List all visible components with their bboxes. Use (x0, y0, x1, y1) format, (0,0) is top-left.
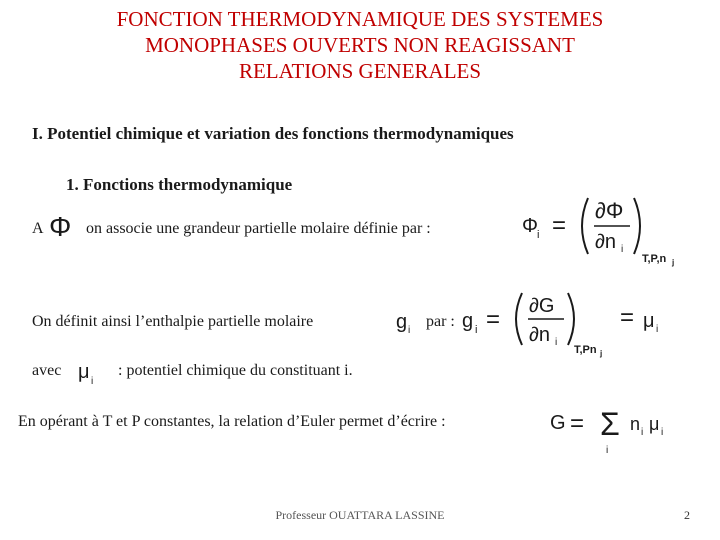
line-a-text: on associe une grandeur partielle molaire définie par : (86, 220, 431, 237)
svg-text:Φ: Φ (49, 211, 72, 242)
formula-euler (548, 397, 678, 459)
line-b-par: par : (426, 313, 455, 330)
line-c-prefix: avec (32, 362, 62, 379)
svg-text:n: n (630, 414, 641, 434)
svg-text:i: i (661, 427, 664, 438)
svg-text:i: i (656, 324, 659, 335)
svg-text:=: = (486, 306, 501, 333)
svg-text:j: j (600, 349, 603, 358)
title-line-1: FONCTION THERMODYNAMIQUE DES SYSTEMES (116, 7, 604, 31)
svg-text:∂n: ∂n (529, 324, 551, 346)
subsection-heading: 1. Fonctions thermodynamique (66, 175, 293, 194)
svg-text:i: i (537, 229, 540, 241)
svg-text:∂n: ∂n (595, 231, 617, 253)
svg-text:T,P,n: T,P,n (642, 253, 667, 265)
footer-author: Professeur OUATTARA LASSINE (275, 508, 445, 522)
svg-text:i: i (408, 325, 411, 336)
line-a-prefix: A (32, 220, 44, 237)
svg-text:g: g (462, 310, 474, 332)
svg-text:T,Pn: T,Pn (574, 344, 597, 356)
svg-text:∂Φ: ∂Φ (595, 198, 624, 223)
svg-text:G: G (550, 412, 566, 434)
line-b-text: On définit ainsi l’enthalpie partielle molaire (32, 313, 314, 330)
mu-i-symbol (76, 358, 104, 388)
svg-text:i: i (555, 337, 558, 348)
svg-text:i: i (91, 376, 94, 387)
svg-text:Φ: Φ (522, 215, 538, 237)
line-c-text: : potentiel chimique du constituant i. (118, 362, 353, 379)
svg-text:g: g (396, 311, 408, 333)
svg-text:Σ: Σ (600, 406, 620, 442)
svg-text:=: = (552, 212, 567, 239)
svg-text:∂G: ∂G (529, 295, 555, 317)
svg-text:i: i (621, 244, 624, 255)
formula-g-partial (460, 285, 675, 360)
section-heading: I. Potentiel chimique et variation des fonctions thermodynamiques (32, 124, 514, 143)
svg-text:i: i (641, 427, 644, 438)
title-line-3: RELATIONS GENERALES (238, 59, 482, 83)
svg-text:=: = (570, 410, 585, 437)
svg-text:μ: μ (78, 361, 90, 383)
svg-text:i: i (475, 324, 478, 336)
svg-text:μ: μ (643, 310, 655, 332)
g-i-symbol (394, 308, 420, 336)
slide-title (0, 6, 720, 84)
svg-text:μ: μ (649, 414, 660, 434)
formula-phi-partial (520, 188, 695, 268)
title-line-2: MONOPHASES OUVERTS NON REAGISSANT (145, 33, 575, 57)
line-d-text: En opérant à T et P constantes, la relation d’Euler permet d’écrire : (18, 413, 446, 430)
svg-text:j: j (672, 258, 675, 267)
svg-text:i: i (606, 445, 609, 456)
svg-text:=: = (620, 304, 635, 331)
page-number: 2 (684, 508, 690, 522)
phi-symbol (46, 208, 76, 244)
